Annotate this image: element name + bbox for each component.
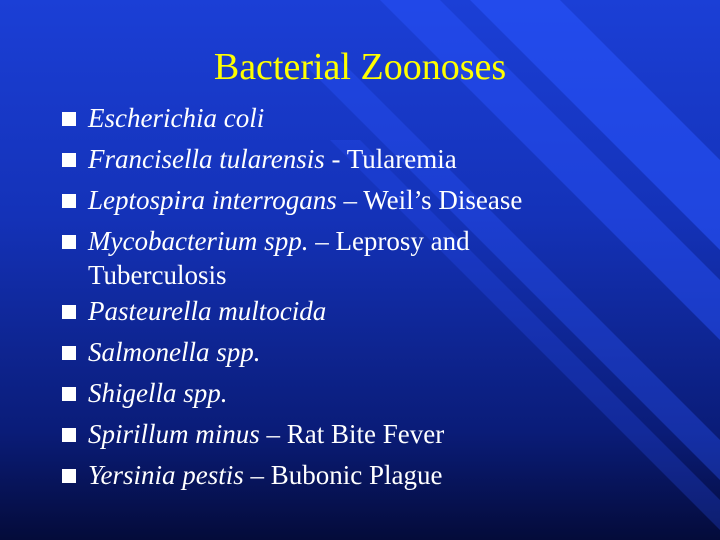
disease-name: – Weil’s Disease [336, 185, 523, 215]
square-bullet-icon [62, 387, 76, 401]
square-bullet-icon [62, 428, 76, 442]
square-bullet-icon [62, 305, 76, 319]
list-item [60, 98, 700, 139]
organism-name: Leptospira interrogans [88, 185, 337, 215]
list-item [60, 139, 700, 180]
disease-name: - Tularemia [324, 144, 457, 174]
organism-name: Salmonella spp. [88, 337, 261, 367]
square-bullet-icon [62, 235, 76, 249]
list-item [60, 414, 700, 455]
list-item [60, 332, 700, 373]
list-item [60, 373, 700, 414]
organism-name: Pasteurella multocida [88, 296, 327, 326]
square-bullet-icon [62, 346, 76, 360]
organism-name: Spirillum minus [88, 419, 260, 449]
disease-name: – Bubonic Plague [243, 460, 443, 490]
square-bullet-icon [62, 469, 76, 483]
square-bullet-icon [62, 194, 76, 208]
organism-name: Francisella tularensis [88, 144, 325, 174]
list-item [60, 180, 700, 221]
list-item [60, 291, 700, 332]
slide-title: Bacterial Zoonoses [213, 46, 507, 88]
list-item [60, 221, 700, 291]
disease-name-continued: Tuberculosis [88, 260, 227, 290]
organism-name: Mycobacterium spp. [88, 226, 309, 256]
disease-name: – Leprosy and [308, 226, 470, 256]
square-bullet-icon [62, 112, 76, 126]
square-bullet-icon [62, 153, 76, 167]
bullet-list [60, 98, 700, 496]
organism-name: Shigella spp. [88, 378, 228, 408]
disease-name: – Rat Bite Fever [259, 419, 445, 449]
organism-name: Escherichia coli [88, 103, 265, 133]
list-item [60, 455, 700, 496]
organism-name: Yersinia pestis [88, 460, 244, 490]
